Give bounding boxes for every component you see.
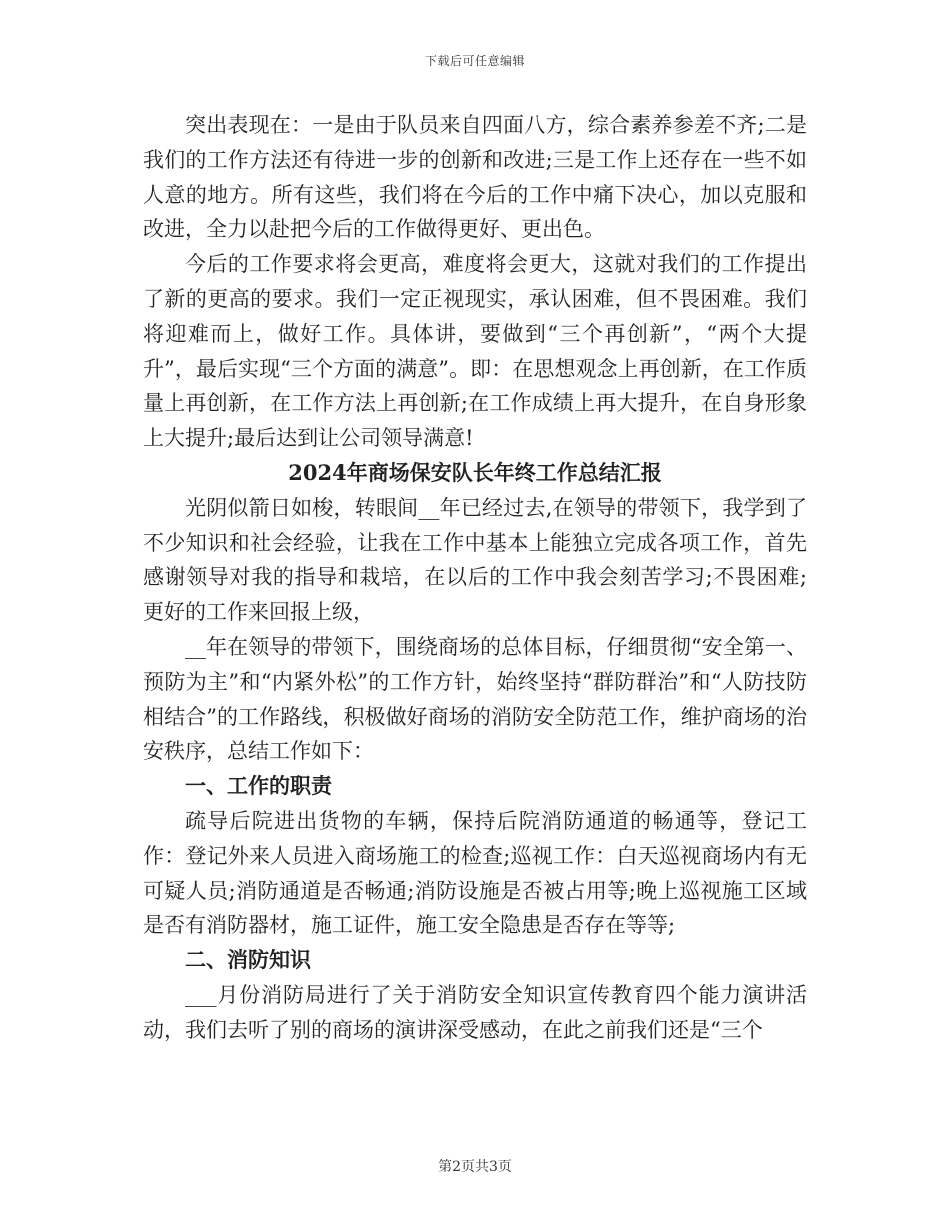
- paragraph: ___月份消防局进行了关于消防安全知识宣传教育四个能力演讲活动，我们去听了别的商场的演讲深受感动，在此之前我们还是“三个: [143, 982, 807, 1042]
- paragraph: 疏导后院进出货物的车辆，保持后院消防通道的畅通等，登记工作：登记外来人员进入商场施工的检查;巡视工作：白天巡视商场内有无可疑人员;消防通道是否畅通;消防设施是否被占用等;晚上巡视施工区域是否有消防器材，施工证件，施工安全隐患是否存在等等;: [143, 808, 807, 938]
- document-body: [143, 108, 807, 1048]
- page-footer: 第2页共3页: [438, 1159, 512, 1175]
- paragraph: 今后的工作要求将会更高，难度将会更大，这就对我们的工作提出了新的更高的要求。我们一定正视现实，承认困难，但不畏困难。我们将迎难而上，做好工作。具体讲，要做到“三个再创新”，“两个大提升”，最后实现“三个方面的满意”。即：在思想观念上再创新，在工作质量上再创新，在工作方法上再创新;在工作成绩上再大提升，在自身形象上大提升;最后达到让公司领导满意!: [143, 252, 807, 451]
- paragraph: __年在领导的带领下，围绕商场的总体目标，仔细贯彻“安全第一、预防为主”和“内紧外松”的工作方针，始终坚持“群防群治”和“人防技防相结合”的工作路线，积极做好商场的消防安全防范工作，维护商场的治安秩序，总结工作如下：: [143, 634, 807, 764]
- paragraph: 光阴似箭日如梭，转眼间__年已经过去,在领导的带领下，我学到了不少知识和社会经验，让我在工作中基本上能独立完成各项工作，首先感谢领导对我的指导和栽培，在以后的工作中我会刻苦学习;不畏困难;更好的工作来回报上级，: [143, 495, 807, 625]
- paragraph: 突出表现在：一是由于队员来自四面八方，综合素养参差不齐;二是我们的工作方法还有待进一步的创新和改进;三是工作上还存在一些不如人意的地方。所有这些，我们将在今后的工作中痛下决心，加以克服和改进，全力以赴把今后的工作做得更好、更出色。: [143, 113, 807, 242]
- page-header: 下载后可任意编辑: [424, 54, 525, 68]
- section-heading: 一、工作的职责: [185, 773, 332, 799]
- document-title: 2024年商场保安队长年终工作总结汇报: [288, 459, 662, 485]
- section-heading: 二、消防知识: [185, 947, 311, 973]
